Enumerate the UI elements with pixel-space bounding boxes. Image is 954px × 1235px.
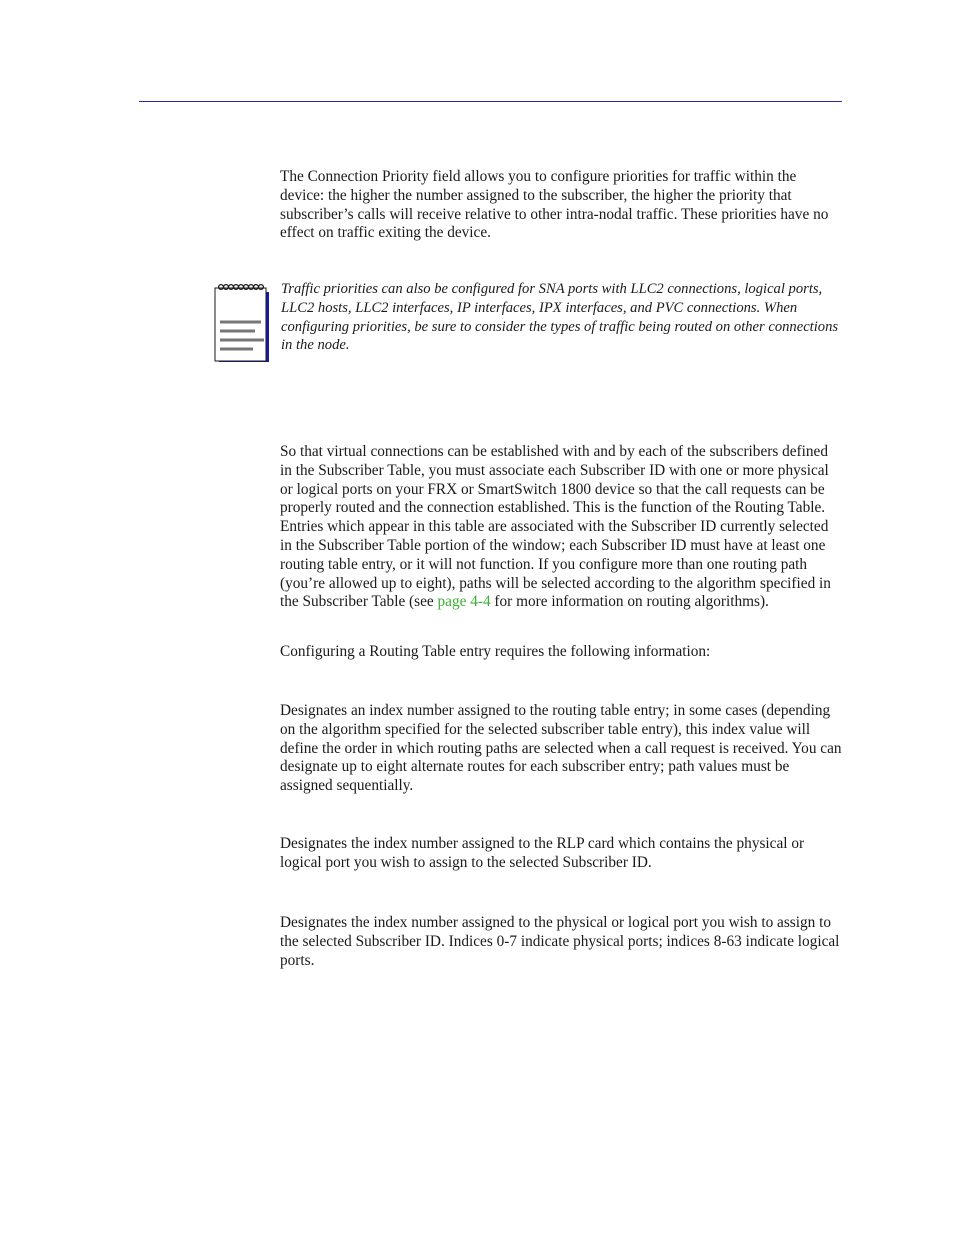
routing-text-after-link: for more information on routing algorithms).: [490, 593, 769, 611]
index-field-description: Designates an index number assigned to the routing table entry; in some cases (depending on the algorithm specified for the selected subscriber table entry), this index value will define the order in which routing paths are selected when a call request is received. You can designate up to eight alternate routes for each subscriber entry; path values must be assigned sequentially.: [280, 702, 842, 795]
note-text: Traffic priorities can also be configured for SNA ports with LLC2 connections, logical ports, LLC2 hosts, LLC2 interfaces, IP interfaces, IPX interfaces, and PVC connections. When configuring priorities, be sure to consider the types of traffic being routed on other connections in the node.: [281, 281, 839, 354]
routing-table-paragraph: [280, 443, 842, 612]
page-reference-link[interactable]: page 4-4: [437, 593, 491, 611]
routing-config-intro: Configuring a Routing Table entry requires the following information:: [280, 643, 711, 660]
card-field-description: Designates the index number assigned to the RLP card which contains the physical or logical port you wish to assign to the selected Subscriber ID.: [280, 835, 805, 871]
header-rule: [139, 101, 842, 102]
connection-priority-paragraph: The Connection Priority field allows you to configure priorities for traffic within the device: the higher the number assigned to the subscriber, the higher the priority that subscriber’s calls will receive relative to other intra-nodal traffic. These priorities have no effect on traffic exiting the device.: [280, 168, 829, 242]
routing-text-before-link: So that virtual connections can be established with and by each of the subscribers defined in the Subscriber Table, you must associate each Subscriber ID with one or more physical or logical ports on your FRX or SmartSwitch 1800 device so that the call requests can be properly routed and the connection established. This is the function of the Routing Table. Entries which appear in this table are associated with the Subscriber ID currently selected in the Subscriber Table portion of the window; each Subscriber ID must have at least one routing table entry, or it will not function. If you configure more than one routing path (you’re allowed up to eight), paths will be selected according to the algorithm specified in the Subscriber Table (see: [280, 443, 831, 611]
notepad-icon: [214, 282, 270, 364]
port-field-description: Designates the index number assigned to the physical or logical port you wish to assign to the selected Subscriber ID. Indices 0-7 indicate physical ports; indices 8-63 indicate logical ports.: [280, 914, 840, 969]
